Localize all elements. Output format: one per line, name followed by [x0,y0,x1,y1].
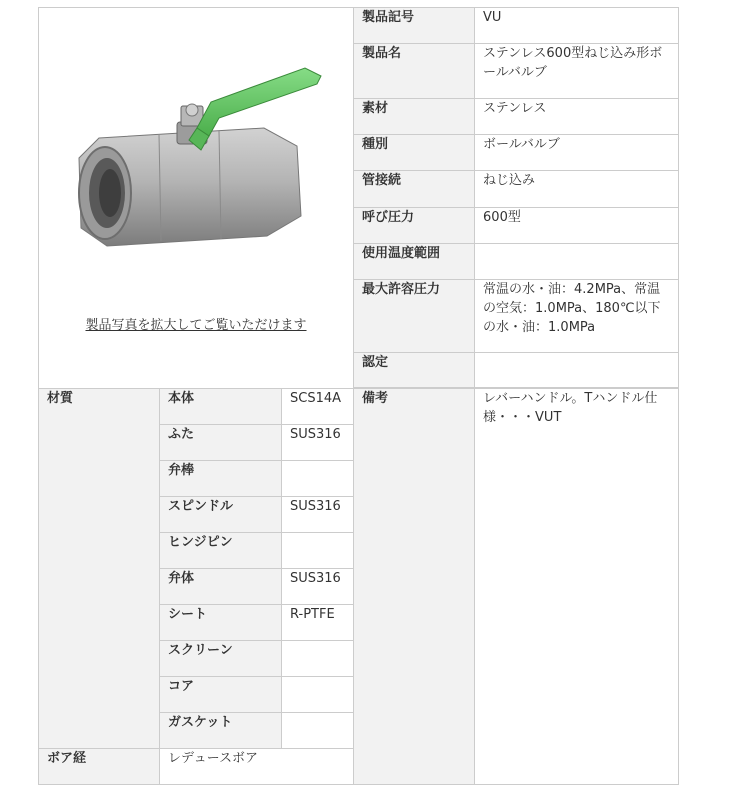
spec-table [38,7,679,785]
value-remarks: レバーハンドル。Tハンドル仕様・・・VUT [475,389,679,785]
value-pressure-class: 600型 [475,207,679,243]
material-value: SUS316 [282,425,354,461]
material-value [282,677,354,713]
label-product-name: 製品名 [354,44,475,99]
label-product-code: 製品記号 [354,8,475,44]
value-temp-range [475,243,679,279]
product-photo-cell [39,8,354,389]
material-part: スピンドル [160,497,282,533]
label-connection: 管接続 [354,171,475,207]
label-bore: ボア経 [39,749,160,785]
label-remarks: 備考 [354,389,475,785]
material-value: SUS316 [282,569,354,605]
label-pressure-class: 呼び圧力 [354,207,475,243]
label-material: 素材 [354,99,475,135]
value-product-code: VU [475,8,679,44]
material-value [282,641,354,677]
label-materials: 材質 [39,389,160,749]
material-value [282,533,354,569]
material-part: 弁棒 [160,461,282,497]
label-certification: 認定 [354,352,475,387]
material-part: 弁体 [160,569,282,605]
value-material: ステンレス [475,99,679,135]
material-part: コア [160,677,282,713]
label-type: 種別 [354,135,475,171]
ball-valve-photo[interactable] [69,58,329,258]
material-part: 本体 [160,389,282,425]
value-bore: レデュースボア [160,749,354,785]
material-part: ふた [160,425,282,461]
material-value: R-PTFE [282,605,354,641]
label-max-pressure: 最大許容圧力 [354,279,475,352]
material-value: SCS14A [282,389,354,425]
product-spec-frame [38,7,678,785]
material-part: ガスケット [160,713,282,749]
value-product-name: ステンレス600型ねじ込み形ボールバルブ [475,44,679,99]
material-part: シート [160,605,282,641]
material-value [282,713,354,749]
material-value [282,461,354,497]
label-temp-range: 使用温度範囲 [354,243,475,279]
value-certification [475,352,679,387]
value-connection: ねじ込み [475,171,679,207]
value-type: ボールバルブ [475,135,679,171]
material-part: ヒンジピン [160,533,282,569]
value-max-pressure: 常温の水・油：4.2MPa、常温の空気：1.0MPa、180℃以下の水・油：1.0MPa [475,279,679,352]
material-value: SUS316 [282,497,354,533]
material-part: スクリーン [160,641,282,677]
enlarge-photo-link[interactable]: 製品写真を拡大してご覧いただけます [85,318,307,333]
